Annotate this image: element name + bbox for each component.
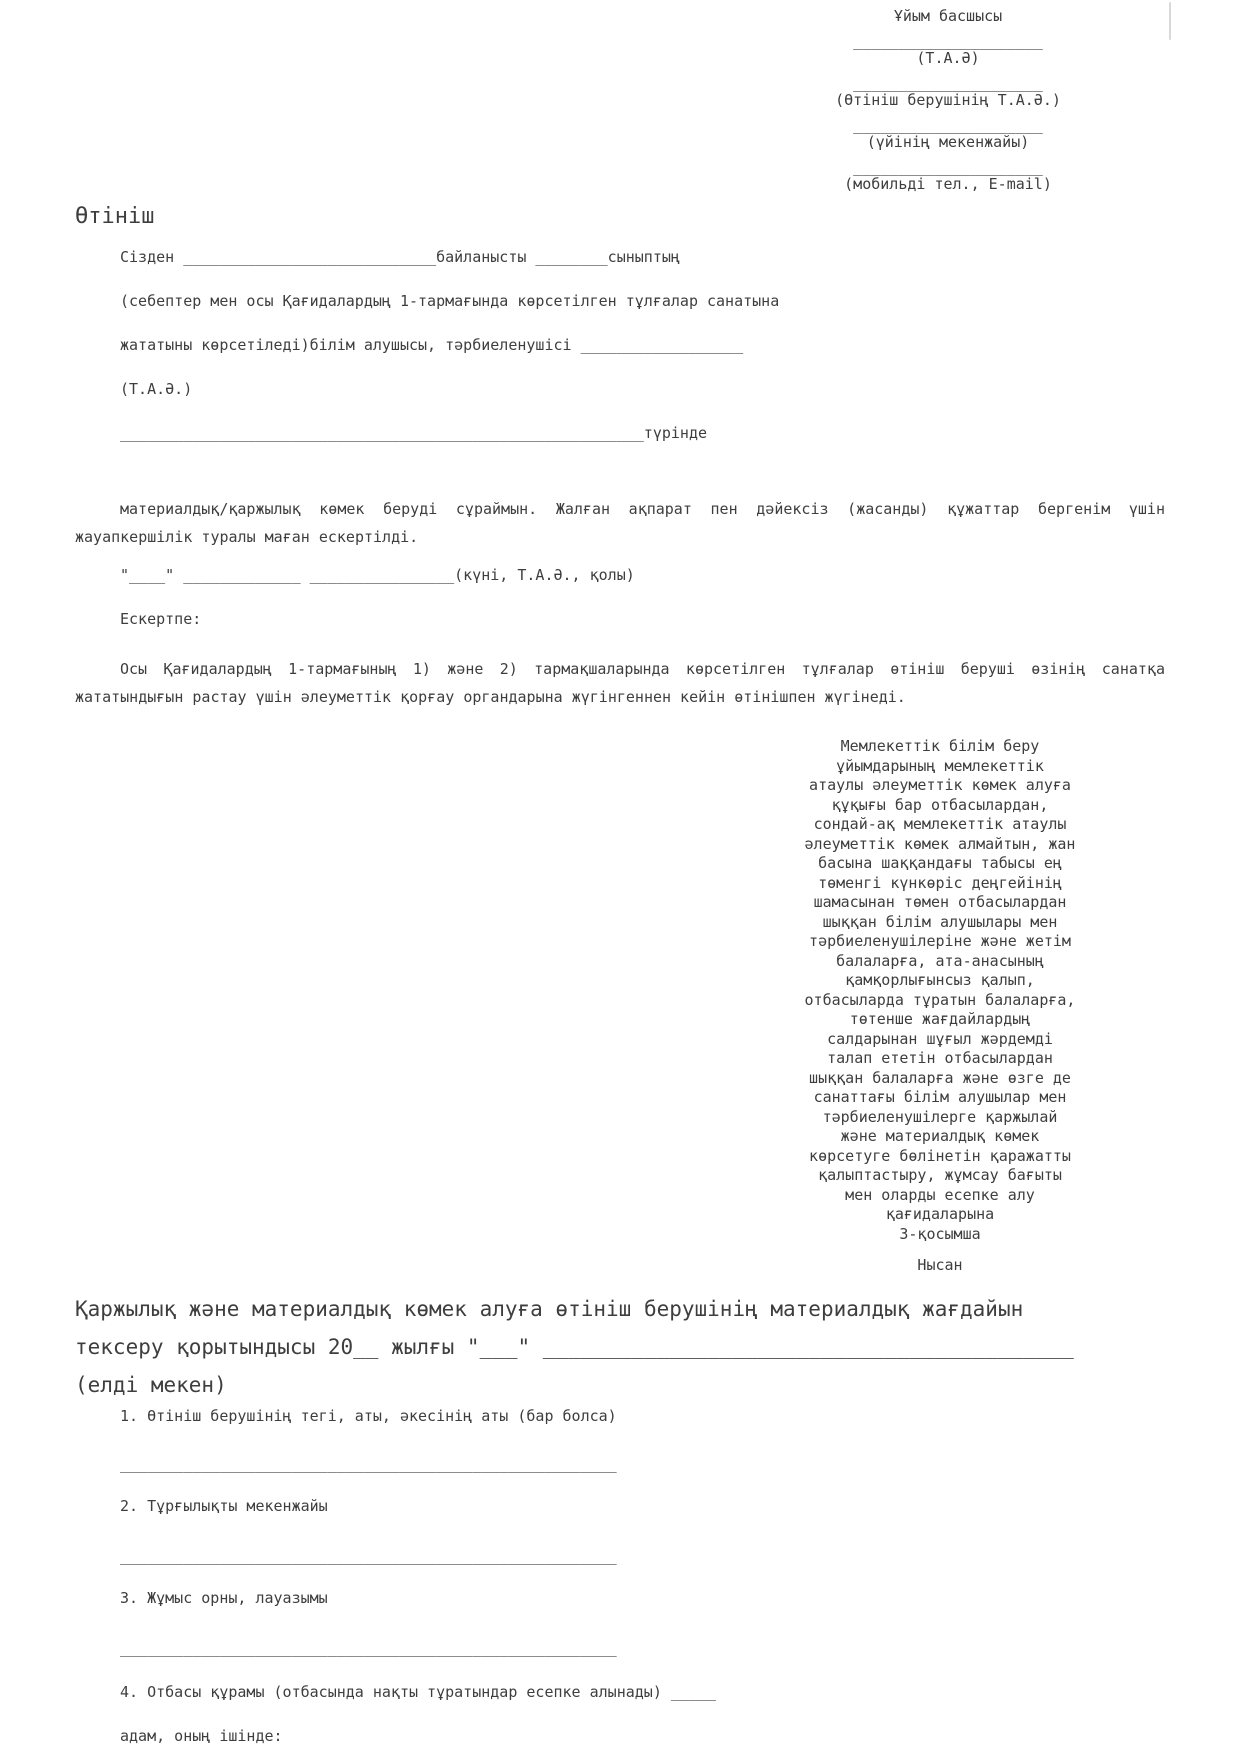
blank-line: _____________________ bbox=[853, 116, 1043, 134]
field-label-fio: (Т.А.Ә) bbox=[916, 49, 980, 67]
annex-line: салдарынан шұғыл жәрдемді bbox=[827, 1029, 1053, 1048]
annex-line: тәрбиеленушілеріне және жетім bbox=[809, 932, 1071, 950]
annex-line: санаттағы білім алушылар мен bbox=[813, 1088, 1067, 1106]
list-item-residence-address: 2. Тұрғылықты мекенжайы bbox=[120, 1497, 328, 1515]
page-edge-artifact bbox=[1169, 2, 1171, 40]
annex-line: басына шаққандағы табысы ең bbox=[818, 854, 1062, 872]
annex-line: әлеуметтік көмек алмайтын, жан bbox=[804, 834, 1076, 853]
annex-line: төменгі күнкөріс деңгейінің bbox=[818, 873, 1062, 892]
list-item-workplace: 3. Жұмыс орны, лауазымы bbox=[120, 1589, 328, 1607]
inspection-heading: Қаржылық және материалдық көмек алуға өтініш берушінің материалдық жағдайын тексеру қорытындысы 20__ жылғы "___" __________________________________________ bbox=[75, 1297, 1074, 1359]
organization-head-label: Ұйым басшысы bbox=[893, 7, 1003, 25]
annex-line: құқығы бар отбасылардан, bbox=[831, 795, 1049, 814]
form-type-label: Нысан bbox=[917, 1256, 963, 1274]
annex-line: шыққан білім алушылары мен bbox=[822, 912, 1058, 931]
annex-line: отбасыларда тұратын балаларға, bbox=[804, 990, 1076, 1009]
form-line-student: жататыны көрсетіледі)білім алушысы, тәрбиеленушісі __________________ bbox=[120, 336, 744, 354]
addressee-field bbox=[790, 159, 1106, 193]
annex-line: шамасынан төмен отбасылардан bbox=[813, 893, 1067, 911]
fill-line: _______________________________________________________ bbox=[120, 1639, 617, 1657]
addressee-field bbox=[790, 117, 1106, 151]
application-title: Өтініш bbox=[75, 204, 155, 229]
annex-line: қағидаларына bbox=[885, 1205, 995, 1223]
note-label: Ескертпе: bbox=[120, 610, 202, 628]
annex-line: балаларға, ата-анасының bbox=[836, 951, 1044, 970]
annex-line: қамқорлығынсыз қалып, bbox=[845, 971, 1035, 989]
request-paragraph: материалдық/қаржылық көмек беруді сұраймын. Жалған ақпарат пен дәйексіз (жасанды) құжаттар бергенім үшін жауапкершілік туралы маған ескертілді. bbox=[75, 500, 1165, 546]
list-item-applicant-name: 1. Өтініш берушінің тегі, аты, әкесінің аты (бар болса) bbox=[120, 1407, 617, 1425]
annex-line: тәрбиеленушілерге қаржылай bbox=[822, 1107, 1058, 1126]
blank-line: _____________________ bbox=[853, 158, 1043, 176]
addressee-field bbox=[790, 75, 1106, 109]
blank-line: _____________________ bbox=[853, 32, 1043, 50]
annex-line: көрсетуге бөлінетін қаражатты bbox=[809, 1146, 1071, 1165]
annex-number: 3-қосымша bbox=[899, 1224, 981, 1243]
annex-line: ұйымдарының мемлекеттік bbox=[836, 756, 1044, 775]
inspection-section bbox=[75, 1290, 1080, 1746]
annex-line: шыққан балаларға және өзге де bbox=[809, 1068, 1071, 1087]
form-line-from-whom: Сізден ____________________________байланысты ________сыныптың bbox=[120, 248, 680, 266]
annex-line: төтенше жағдайлардың bbox=[849, 1010, 1031, 1028]
annex-line: талап ететін отбасылардан bbox=[827, 1049, 1053, 1067]
blank-line: _____________________ bbox=[853, 74, 1043, 92]
note-paragraph: Осы Қағидалардың 1-тармағының 1) және 2) тармақшаларында көрсетілген тұлғалар өтініш беруші өзінің санатқа жататындығын растау үшін әлеуметтік қорғау органдарына жүгінгеннен кейін өтінішпен жүгінеді. bbox=[75, 660, 1165, 706]
fill-line: _______________________________________________________ bbox=[120, 1455, 617, 1473]
fill-line: _______________________________________________________ bbox=[120, 1547, 617, 1565]
signature-line: "____" _____________ ________________(күні, Т.А.Ә., қолы) bbox=[120, 566, 635, 584]
family-count-tail: адам, оның ішінде: bbox=[120, 1727, 283, 1745]
application-section bbox=[75, 203, 1165, 711]
annex-line: және материалдық көмек bbox=[840, 1127, 1040, 1145]
annex-reference-block bbox=[799, 737, 1081, 1276]
annex-line: мен оларды есепке алу bbox=[845, 1185, 1035, 1204]
form-line-type: __________________________________________________________түрінде bbox=[120, 424, 707, 442]
field-label-home-address: (үйінің мекенжайы) bbox=[866, 133, 1030, 151]
annex-line: қалыптастыру, жұмсау бағыты bbox=[818, 1166, 1062, 1184]
field-label-phone-email: (мобильді тел., E-mail) bbox=[844, 175, 1052, 193]
settlement-label: (елді мекен) bbox=[75, 1373, 227, 1397]
addressee-field bbox=[790, 33, 1106, 67]
annex-line: Мемлекеттік білім беру bbox=[840, 737, 1040, 755]
addressee-block bbox=[790, 8, 1106, 193]
form-line-reasons: (себептер мен осы Қағидалардың 1-тармағында көрсетілген тұлғалар санатына bbox=[120, 292, 780, 310]
list-item-family-composition: 4. Отбасы құрамы (отбасында нақты тұратындар есепке алынады) _____ bbox=[120, 1683, 717, 1701]
annex-line: атаулы әлеуметтік көмек алуға bbox=[809, 776, 1071, 794]
annex-line: сондай-ақ мемлекеттік атаулы bbox=[813, 815, 1067, 833]
field-label-applicant-fio: (Өтініш берушінің Т.А.Ә.) bbox=[835, 91, 1061, 109]
form-line-fio: (Т.А.Ә.) bbox=[120, 380, 193, 398]
